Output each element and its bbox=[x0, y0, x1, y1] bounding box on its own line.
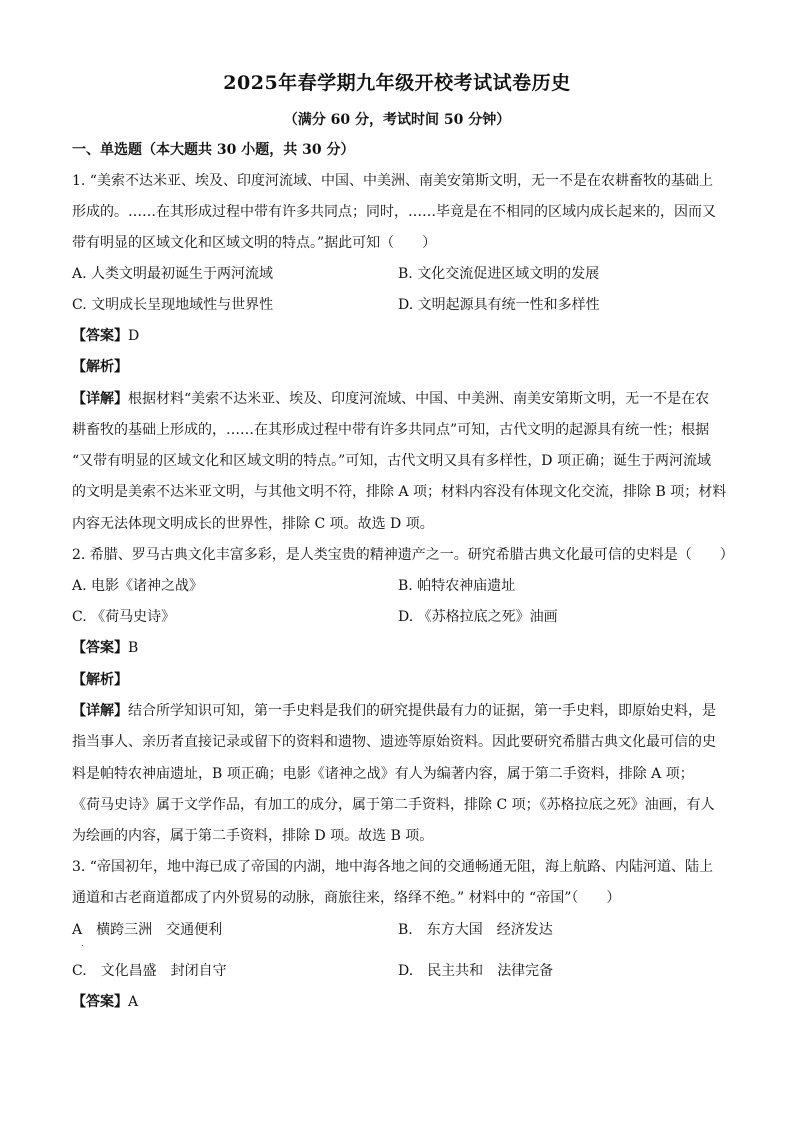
q1-stem-line-1: 1. “美索不达米亚、埃及、印度河流域、中国、中美洲、南美安第斯文明，无一不是在农耕畜牧的基础上 bbox=[72, 173, 713, 189]
q1-detail-line-2: 耕畜牧的基础上形成的，……在其形成过程中带有许多共同点”可知，古代文明的起源具有统一性；根据 bbox=[72, 422, 710, 438]
q1-option-c: C. 文明成长呈现地域性与世界性 bbox=[72, 297, 274, 313]
q1-stem-line-3: 带有明显的区域文化和区域文明的特点。”据此可知（ ） bbox=[72, 235, 437, 251]
q2-detail-label: 【详解】 bbox=[72, 703, 128, 719]
q3-option-c-letter: C. bbox=[72, 963, 87, 979]
q2-option-d: D. 《苏格拉底之死》油画 bbox=[398, 609, 558, 625]
q3-option-a-letter: A bbox=[72, 922, 83, 938]
q3-option-a-dot: . bbox=[81, 939, 84, 948]
page-title: 2025年春学期九年级开校考试试卷历史 bbox=[223, 72, 571, 94]
q1-answer-value: D bbox=[128, 328, 140, 344]
q3-option-d-letter: D. bbox=[398, 963, 414, 979]
q1-analysis-label: 【解析】 bbox=[72, 359, 128, 375]
q3-answer-value: A bbox=[128, 994, 139, 1010]
q2-option-b: B. 帕特农神庙遗址 bbox=[398, 578, 516, 594]
q3-option-a-part2: 交通便利 bbox=[166, 922, 223, 938]
q1-option-d: D. 文明起源具有统一性和多样性 bbox=[398, 297, 600, 313]
q1-stem-line-2: 形成的。……在其形成过程中带有许多共同点；同时，……毕竟是在不相同的区域内成长起来的，因而又 bbox=[72, 204, 716, 220]
q3-answer-label: 【答案】 bbox=[72, 994, 128, 1010]
q2-answer-value: B bbox=[128, 640, 139, 656]
page-subtitle: （满分 60 分，考试时间 50 分钟） bbox=[283, 112, 511, 128]
q1-answer bbox=[72, 326, 732, 346]
q3-option-b-part1: 东方大国 bbox=[426, 922, 483, 938]
q3-option-b-part2: 经济发达 bbox=[496, 922, 553, 938]
q3-option-c-part2: 封闭自守 bbox=[170, 963, 227, 979]
q2-option-a: A. 电影《诸神之战》 bbox=[72, 578, 204, 594]
q2-stem-line-1: 2. 希腊、罗马古典文化丰富多彩，是人类宝贵的精神遗产之一。研究希腊古典文化最可信的史料是（ ） bbox=[72, 547, 734, 563]
q2-analysis-label: 【解析】 bbox=[72, 672, 128, 688]
q2-detail-line-4: 《荷马史诗》属于文学作品，有加工的成分，属于第二手资料，排除 C 项；《苏格拉底之死》油画，有人 bbox=[72, 797, 715, 813]
q1-answer-label: 【答案】 bbox=[72, 328, 128, 344]
q1-detail-line-4: 的文明是美索不达米亚文明，与其他文明不符，排除 A 项；材料内容没有体现文化交流，排除 B 项；材料 bbox=[72, 484, 727, 500]
q2-detail-line-3: 料是帕特农神庙遗址，B 项正确；电影《诸神之战》有人为编著内容，属于第二手资料，排除 A 项； bbox=[72, 766, 694, 782]
q3-option-d-part2: 法律完备 bbox=[497, 963, 554, 979]
q3-option-c bbox=[72, 961, 227, 981]
q2-option-c: C. 《荷马史诗》 bbox=[72, 609, 176, 625]
q2-detail-line-1 bbox=[72, 701, 732, 721]
q3-option-d-part1: 民主共和 bbox=[427, 963, 484, 979]
q2-detail-line-5: 为绘画的内容，属于第二手资料，排除 D 项。故选 B 项。 bbox=[72, 828, 434, 844]
q3-option-a-part1: 横跨三洲 bbox=[96, 922, 153, 938]
q3-stem-line-1: 3. “帝国初年，地中海已成了帝国的内湖，地中海各地之间的交通畅通无阻，海上航路、内陆河道、陆上 bbox=[72, 859, 713, 875]
q1-detail-line-1 bbox=[72, 389, 732, 409]
q2-answer-label: 【答案】 bbox=[72, 640, 128, 656]
q1-detail-line-3: “又带有明显的区域文化和区域文明的特点。”可知，古代文明又具有多样性，D 项正确；诞生于两河流域 bbox=[72, 453, 711, 469]
q2-detail-line-2: 指当事人、亲历者直接记录或留下的资料和遗物、遗迹等原始资料。因此要研究希腊古典文化最可信的史 bbox=[72, 734, 716, 750]
q1-option-b: B. 文化交流促进区域文明的发展 bbox=[398, 266, 600, 282]
q3-option-d bbox=[398, 961, 553, 981]
section-heading: 一、单选题（本大题共 30 小题，共 30 分） bbox=[72, 142, 355, 158]
q2-answer bbox=[72, 638, 732, 658]
q1-detail-line-5: 内容无法体现文明成长的世界性，排除 C 项。故选 D 项。 bbox=[72, 516, 434, 532]
q2-detail-text-1: 结合所学知识可知，第一手史料是我们的研究提供最有力的证据，第一手史料，即原始史料，是 bbox=[128, 703, 716, 719]
q3-option-c-part1: 文化昌盛 bbox=[100, 963, 157, 979]
q1-option-a: A. 人类文明最初诞生于两河流域 bbox=[72, 266, 274, 282]
q3-stem-line-2: 通道和古老商道都成了内外贸易的动脉，商旅往来，络绎不绝。” 材料中的 “帝国”（ ） bbox=[72, 890, 621, 906]
q1-detail-label: 【详解】 bbox=[72, 391, 128, 407]
q3-answer bbox=[72, 992, 732, 1012]
q3-option-a bbox=[72, 920, 222, 940]
q3-option-b-letter: B. bbox=[398, 922, 413, 938]
q3-option-b bbox=[398, 920, 553, 940]
q1-detail-text-1: 根据材料“美索不达米亚、埃及、印度河流域、中国、中美洲、南美安第斯文明，无一不是在农 bbox=[128, 391, 710, 407]
